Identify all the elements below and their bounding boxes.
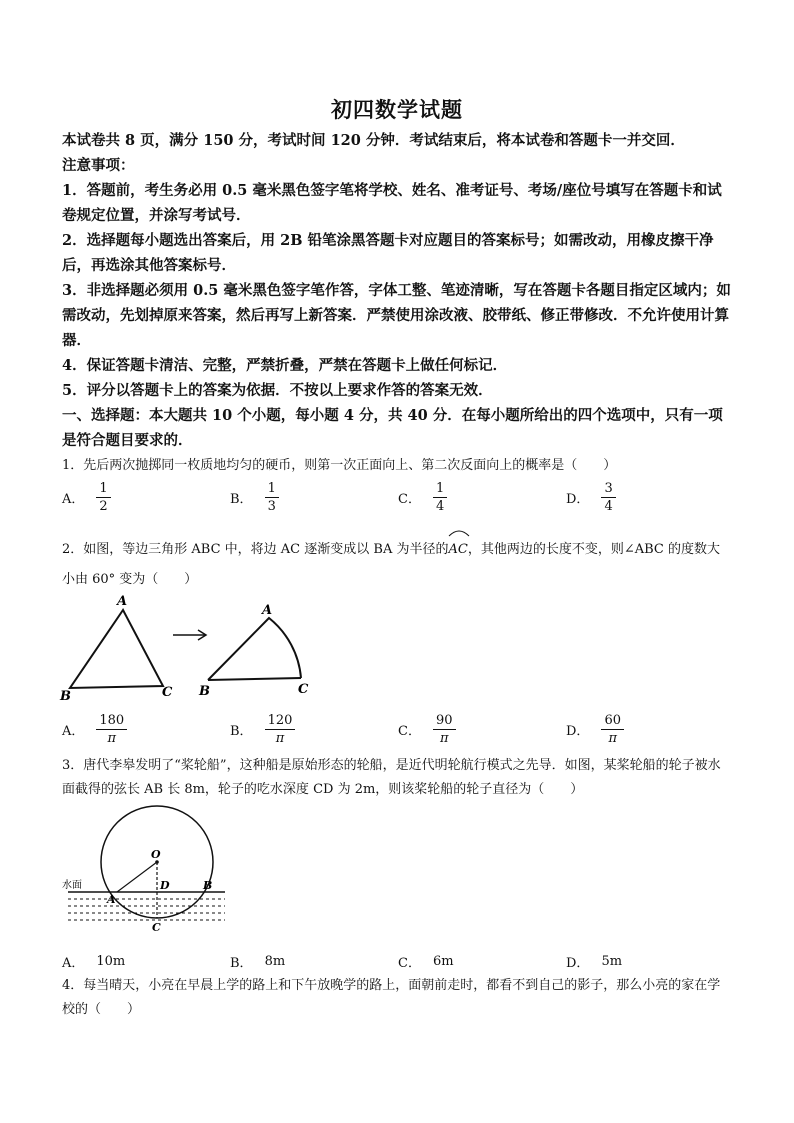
- question-4-text: 4．每当晴天，小亮在早晨上学的路上和下午放晚学的路上，面朝前走时，都看不到自己的影子，那么小亮的家在学校的（ ）: [62, 978, 721, 1017]
- option-c[interactable]: [398, 480, 447, 515]
- option-b[interactable]: [230, 480, 279, 515]
- fraction: $\frac{3}{4}$: [601, 480, 615, 515]
- label-a: A: [262, 603, 273, 618]
- note-item: 5．评分以答题卡上的答案为依据．不按以上要求作答的答案无效．: [62, 382, 493, 399]
- label-d: D: [160, 879, 170, 892]
- option-label: A．: [62, 724, 85, 739]
- option-value: 8m: [264, 954, 286, 969]
- label-c: C: [298, 682, 309, 697]
- option-label: D．: [566, 492, 590, 507]
- option-label: D．: [566, 724, 590, 739]
- option-value: 6m: [432, 954, 454, 969]
- note-item: 3．非选择题必须用 0.5 毫米黑色签字笔作答，字体工整、笔迹清晰，写在答题卡各题目指定区域内；如需改动，先划掉原来答案，然后再写上新答案．严禁使用涂改液、胶带纸、修正带修改．不允许使用计算器．: [62, 282, 731, 349]
- option-b[interactable]: [230, 712, 295, 747]
- option-a[interactable]: [62, 952, 125, 971]
- page-title: 初四数学试题: [331, 97, 463, 122]
- fraction: $\frac{1}{4}$: [433, 480, 447, 515]
- label-c: C: [152, 921, 161, 934]
- label-water: 水面: [62, 880, 82, 891]
- fraction: $\frac{120}{\pi}$: [265, 712, 296, 747]
- option-label: C．: [398, 724, 421, 739]
- note-item: 4．保证答题卡清洁、完整，严禁折叠，严禁在答题卡上做任何标记．: [62, 357, 508, 374]
- label-b: B: [199, 684, 210, 699]
- option-label: D．: [566, 956, 590, 971]
- option-value: 5m: [601, 954, 623, 969]
- label-b: B: [203, 879, 213, 892]
- option-a[interactable]: [62, 480, 111, 515]
- option-d[interactable]: [566, 712, 624, 747]
- arc-ac-symbol: AC: [448, 531, 467, 565]
- notes-heading: 注意事项：: [62, 157, 135, 174]
- label-b: B: [60, 689, 71, 704]
- option-d[interactable]: [566, 480, 616, 515]
- question-3-text: 3．唐代李皋发明了“桨轮船”，这种船是原始形态的轮船，是近代明轮航行模式之先导．如图，某桨轮船的轮子被水面截得的弦长 AB 长 8m，轮子的吃水深度 CD 为 2m，则该桨轮船的轮子直径为（ ）: [62, 758, 721, 797]
- option-c[interactable]: [398, 712, 456, 747]
- option-label: A．: [62, 492, 85, 507]
- arc-mark-icon: [448, 529, 470, 537]
- note-item: 2．选择题每小题选出答案后，用 2B 铅笔涂黑答题卡对应题目的答案标号；如需改动，用橡皮擦干净后，再选涂其他答案标号．: [62, 232, 714, 274]
- question-2-text: 2．如图，等边三角形 ABC 中，将边 AC 逐渐变成以 BA 为半径的 AC，其他两边的长度不变，则∠ABC 的度数大小由 60° 变为（ ）: [62, 531, 732, 595]
- option-a[interactable]: [62, 712, 127, 747]
- note-item: 1．答题前，考生务必用 0.5 毫米黑色签字笔将学校、姓名、准考证号、考场/座位号填写在答题卡和试卷规定位置，并涂写考试号．: [62, 182, 722, 224]
- question-1-text: 1．先后两次抛掷同一枚质地均匀的硬币，则第一次正面向上、第二次反面向上的概率是（ ）: [62, 458, 617, 473]
- question-3-figure: [60, 802, 240, 942]
- option-label: B．: [230, 956, 253, 971]
- label-c: C: [162, 685, 173, 700]
- option-d[interactable]: [566, 952, 622, 971]
- fraction: $\frac{60}{\pi}$: [601, 712, 624, 747]
- option-value: 10m: [96, 954, 126, 969]
- option-label: A．: [62, 956, 85, 971]
- section-heading: 一、选择题：本大题共 10 个小题，每小题 4 分，共 40 分．在每小题所给出的四个选项中，只有一项是符合题目要求的．: [62, 407, 723, 449]
- option-label: B．: [230, 492, 253, 507]
- option-c[interactable]: [398, 952, 454, 971]
- fraction: $\frac{180}{\pi}$: [96, 712, 127, 747]
- fraction: $\frac{90}{\pi}$: [433, 712, 456, 747]
- label-a: A: [117, 594, 128, 609]
- option-label: C．: [398, 956, 421, 971]
- question-2-figure: [55, 590, 325, 705]
- fraction: $\frac{1}{3}$: [265, 480, 279, 515]
- fraction: $\frac{1}{2}$: [96, 480, 110, 515]
- option-label: B．: [230, 724, 253, 739]
- option-b[interactable]: [230, 952, 285, 971]
- option-label: C．: [398, 492, 421, 507]
- exam-intro: 本试卷共 8 页，满分 150 分，考试时间 120 分钟．考试结束后，将本试卷和答题卡一并交回．: [62, 132, 685, 149]
- label-a: A: [107, 893, 116, 906]
- label-o: O: [151, 848, 161, 861]
